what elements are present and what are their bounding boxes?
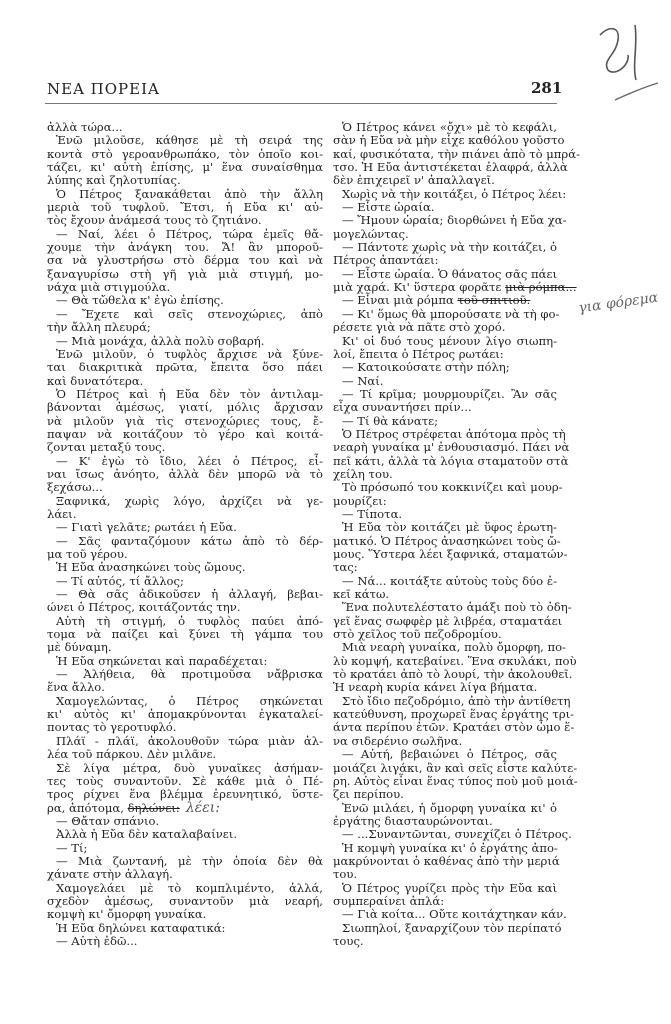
- header-rule: [45, 103, 557, 104]
- text-line: ξεχάσω...: [47, 480, 103, 495]
- text-line: Ἡ Εὔα τὸν κοιτάζει μὲ ὕφος ἐρωτη-: [342, 520, 557, 535]
- text-line: μουρίζει:: [333, 493, 387, 508]
- text-line: ἕνα ἄλλο.: [47, 680, 105, 695]
- text-line: στὸ χεῖλος τοῦ πεζοδρομίου.: [333, 627, 502, 642]
- text-line: — Ναί.: [342, 373, 384, 388]
- text-line: ζει περίπου.: [333, 787, 404, 802]
- text-line: πεῖ κάτι, ἀλλὰ τὰ λόγια σταματοῦν στὰ: [333, 453, 569, 468]
- right-column: [333, 120, 580, 948]
- text-line: — Γιατὶ γελᾶτε; ρωτάει ἡ Εὔα.: [56, 520, 237, 535]
- text-line: — Τί;: [56, 840, 88, 855]
- struck-text: μιὰ ρόμπα...: [505, 280, 577, 295]
- text-line: τες τοὺς συναντοῦν. Σὲ κάθε μιὰ ὁ Πέ-: [47, 773, 323, 788]
- text-line: Τὸ πρόσωπό του κοκκινίζει καὶ μουρ-: [342, 480, 563, 495]
- text-line: — Ἀλήθεια, θὰ προτιμοῦσα νἄβρισκα: [56, 667, 323, 682]
- text-line: του.: [333, 867, 358, 882]
- text-line: εἶχα συναντήσει πρίν...: [333, 400, 472, 415]
- text-line: Χωρὶς νὰ τὴν κοιτάξει, ὁ Πέτρος λέει:: [342, 186, 567, 201]
- text-line: κι' αὐτὸς κι' ἀπομακρύνονται ἐγκαταλεί-: [47, 707, 323, 722]
- text-line: λὺ κομψή, κατεβαίνει. Ἕνα σκυλάκι, ποὺ: [333, 653, 577, 668]
- text-line: Σιωπηλοί, ξαναρχίζουν τὸν περίπατό: [342, 920, 562, 935]
- text-line: Μιὰ νεαρὴ γυναίκα, πολὺ ὄμορφη, πο-: [342, 640, 567, 655]
- text-line: παψαν νὰ κοιτάζουν τὸ γέρο καὶ κοιτά-: [47, 426, 323, 441]
- text-line: Ἕνα πολυτελέστατο ἁμάξι ποὺ τὸ ὁδη-: [342, 600, 572, 615]
- text-line: γεῖ ἕνας σωφφὲρ μὲ λιβρέα, σταματάει: [333, 613, 563, 628]
- text-line: Χαμογελώντας, ὁ Πέτρος σηκώνεται: [56, 693, 323, 708]
- text-line: — Γιὰ κοίτα... Οὔτε κοιτάχτηκαν κάν.: [342, 907, 567, 922]
- text-line: ζονται μεταξύ τους.: [47, 440, 166, 455]
- text-line: ρέσετε γιὰ νὰ πᾶτε στὸ χορό.: [333, 320, 506, 335]
- text-line: τας:: [333, 560, 358, 575]
- text-line: λύπης καὶ ζηλοτυπίας.: [47, 173, 181, 188]
- text-line: τσο. Ἡ Εὔα ἀντιστέκεται ἐλαφρά, ἀλλὰ: [333, 160, 568, 175]
- text-line: Ἐνῶ μιλοῦσε, κάθησε μὲ τὴ σειρά της: [56, 133, 323, 148]
- left-column: [47, 121, 323, 948]
- text-line: — Τί θὰ κάνατε;: [342, 413, 439, 428]
- text-line: σα νὰ γλυστρήσω στὸ δέρμα του καὶ νὰ: [47, 253, 323, 268]
- text-line: σὰν ἡ Εὔα νὰ μὴν εἶχε καθόλου γοῦστο: [333, 133, 565, 148]
- text-line: μους. Ὕστερα λέει ξαφνικά, σταματών-: [333, 547, 568, 561]
- text-line: μογελώντας.: [333, 226, 409, 241]
- text-line: Ὁ Πέτρος ξανακάθεται ἀπὸ τὴν ἄλλη: [56, 186, 323, 201]
- text-line: ρη. Αὐτὸς εἶναι ἕνας τύπος ποὺ μοῦ μοιά-: [333, 773, 578, 788]
- text-line: — Αὐτή, βεβαιώνει ὁ Πέτρος, σᾶς: [342, 747, 557, 762]
- text-line: δὲν ἐπιχειρεῖ ν' ἀπαλλαγεῖ.: [333, 173, 495, 188]
- text-line: νεαρὴ γυναίκα μ' ἐνθουσιασμό. Πάει νὰ: [333, 440, 570, 455]
- text-line: — Τίποτα.: [342, 506, 403, 521]
- text-line: ἀλλὰ τώρα...: [47, 120, 123, 134]
- text-line: νὰ μιλοῦν γιὰ τὶς στενοχώριες τους, ἔ-: [47, 413, 323, 428]
- text-line: καί, φυσικότατα, τὴν πιάνει ἀπὸ τὸ μπρά-: [333, 146, 580, 161]
- text-line: — Ἔχετε καὶ σεῖς στενοχώριες, ἀπὸ: [56, 306, 323, 321]
- text-line: — Μιὰ ζωντανή, μὲ τὴν ὁποία δὲν θὰ: [56, 853, 323, 868]
- text-line: — Σᾶς φανταζόμουν κάτω ἀπὸ τὸ δέρ-: [56, 533, 323, 548]
- handwritten-correction: λέει:: [185, 799, 220, 816]
- text-line: Χαμογελάει μὲ τὸ κομπλιμέντο, ἀλλά,: [56, 880, 323, 895]
- text-line: μα τοῦ γέρου.: [47, 547, 128, 561]
- text-line: — Αὐτὴ ἐδῶ...: [56, 933, 138, 948]
- text-line: Ὁ Πέτρος στρέφεται ἀπότομα πρὸς τὴ: [342, 426, 566, 441]
- text-line: Στὸ ἴδιο πεζοδρόμιο, ἀπὸ τὴν ἀντίθετη: [342, 693, 571, 708]
- text-line: μὲ δύναμη.: [47, 640, 112, 655]
- text-line: ναι ἴσως ἀνόητο, ἀλλὰ δὲν μπορῶ νὰ τὸ: [47, 466, 323, 481]
- text-line: Ἡ Εὔα δηλώνει καταφατικά:: [56, 920, 226, 935]
- text-line: άντα περίπου ἐτῶν. Κρατάει στὸν ὦμο ἕ-: [333, 720, 575, 735]
- text-line: ώνει ὁ Πέτρος, κοιτάζοντάς την.: [47, 600, 241, 615]
- text-line: Ὁ Πέτρος καὶ ἡ Εὔα δὲν τὸν ἀντιλαμ-: [56, 386, 323, 401]
- text-line: — Κι' ὅμως θὰ μπορούσατε νὰ τὴ φο-: [342, 306, 560, 321]
- text-line: μακρύνονται ὁ καθένας ἀπὸ τὴν μεριά: [333, 853, 560, 868]
- text-line: ματικό. Ὁ Πέτρος ἀνασηκώνει τοὺς ὤ-: [333, 533, 561, 548]
- text-line: — Ναί, λέει ὁ Πέτρος, τώρα ἐμεῖς θἄ-: [56, 226, 323, 241]
- text-line: κατεύθυνση, προχωρεῖ ἕνας ἐργάτης τρι-: [333, 707, 575, 722]
- text-line: Κι' οἱ δυό τους μένουν λίγο σιωπη-: [342, 333, 557, 348]
- text-line: — Τί κρῖμα; μουρμουρίζει. Ἂν σᾶς: [342, 386, 557, 401]
- text-line: Ἡ Εὔα σηκώνεται καὶ παραδέχεται:: [56, 653, 268, 668]
- text-line: λάει.: [47, 506, 77, 521]
- text-line: Ἀλλὰ ἡ Εὔα δὲν καταλαβαίνει.: [56, 827, 238, 842]
- handwritten-scribble-mark: [590, 15, 660, 105]
- text-line: χείλη του.: [333, 466, 393, 481]
- text-line: — Θὰ σᾶς ἀδικοῦσεν ἡ ἀλλαγή, βεβαι-: [56, 587, 323, 602]
- text-line: λέα τοῦ πάρκου. Δὲν μιλᾶνε.: [47, 747, 217, 762]
- text-line: βάνονται ἀμέσως, γιατί, μόλις ἄρχισαν: [47, 400, 323, 415]
- text-line: Σὲ λίγα μέτρα, δυὸ γυναῖκες ἀσήμαν-: [56, 760, 323, 775]
- struck-text: δηλώνει:: [127, 800, 180, 815]
- text-line: καὶ δυνατότερα.: [47, 373, 144, 388]
- line-text: ρα, ἀπότομα,: [47, 800, 128, 815]
- text-line: κομψὴ κι' ὄμορφη γυναίκα.: [47, 907, 207, 922]
- text-line: τομα νὰ παίζει καὶ ξύνει τὴ γάμπα του: [47, 627, 323, 642]
- text-line: τὸ κρατάει ἀπὸ τὸ λουρί, τὴν ἀκολουθεῖ.: [333, 667, 573, 682]
- text-line: — Νά... κοιτάξτε αὐτοὺς τοὺς δύο ἐ-: [342, 573, 557, 588]
- text-line: ξαναγυρίσω στὴ γῆ γιὰ μιὰ στιγμή, μο-: [47, 266, 323, 281]
- text-line: ται διακριτικὰ πρῶτα, ἔπειτα ὅσο πάει: [47, 360, 323, 375]
- text-line: — Ἤμουν ὡραία; διορθώνει ἡ Εὔα χα-: [342, 213, 567, 228]
- text-line: Ἡ Εὔα ἀνασηκώνει τοὺς ὤμους.: [56, 560, 246, 575]
- text-line: χουμε τὴν ἀνάγκη του. Ἄ! ἂν μποροῦ-: [47, 240, 323, 255]
- text-line: Ἡ νεαρὴ κυρία κάνει λίγα βήματα.: [333, 680, 538, 695]
- text-line: μεριὰ τοῦ τυφλοῦ. Ἔτσι, ἡ Εὔα κι' αὐ-: [47, 200, 323, 215]
- text-line: Ὁ Πέτρος γυρίζει πρὸς τὴν Εὔα καὶ: [342, 880, 557, 895]
- text-line: — ...Συναντῶνται, συνεχίζει ὁ Πέτρος.: [342, 827, 572, 842]
- page-number: 281: [531, 79, 563, 97]
- text-line: Ἡ κομψὴ γυναίκα κι' ὁ ἐργάτης ἀπο-: [342, 840, 558, 855]
- struck-text: τοῦ σπιτιοῦ.: [457, 293, 531, 308]
- text-line: Ξαφνικά, χωρὶς λόγο, ἀρχίζει νὰ γε-: [56, 493, 323, 508]
- text-line: σχεδὸν ἀμέσως, συναντοῦν μιὰ νεαρή,: [47, 893, 323, 908]
- text-line: λοί, ἔπειτα ὁ Πέτρος ρωτάει:: [333, 346, 504, 361]
- running-head-title: ΝΕΑ ΠΟΡΕΙΑ: [47, 80, 160, 98]
- text-line: — Εἶστε ὡραία.: [342, 200, 435, 215]
- text-line: χάνατε στὴν ἀλλαγή.: [47, 867, 173, 882]
- text-line: Πέτρος ἀπαντάει:: [333, 253, 439, 268]
- text-line: Ἐνῶ μιλάει, ἡ ὄμορφη γυναίκα κι' ὁ: [342, 800, 557, 815]
- text-line: μοιάζει λιγάκι, ἂν καὶ σεῖς εἶστε καλύτε-: [333, 760, 578, 775]
- text-line: Ἐνῶ μιλοῦν, ὁ τυφλὸς ἄρχισε νὰ ξύνε-: [56, 346, 323, 361]
- text-line: [333, 294, 557, 307]
- handwritten-margin-note: για φόρεμα: [577, 289, 660, 317]
- text-line: — Θἄταν σπάνιο.: [56, 813, 160, 828]
- text-line: — Θὰ τὤθελα κ' ἐγὼ ἐπίσης.: [56, 293, 224, 308]
- line-text: μιὰ χαρά. Κι' ὕστερα φορᾶτε: [333, 280, 506, 295]
- text-line: νάχα μιὰ στιγμούλα.: [47, 280, 171, 295]
- text-line: — Πάντοτε χωρὶς νὰ τὴν κοιτάζει, ὁ: [342, 240, 557, 255]
- text-line: τους.: [333, 933, 364, 948]
- text-line: ποντας τὸ γεροτυφλό.: [47, 720, 177, 735]
- text-line: — Κ' ἐγὼ τὸ ἴδιο, λέει ὁ Πέτρος, εἶ-: [56, 453, 323, 468]
- text-line: τάζει, κι' αὐτὴ ἐπίσης, μ' ἕνα συναίσθημα: [47, 160, 323, 175]
- text-line: ἐργάτης διασταυρώνονται.: [333, 813, 493, 828]
- line-text: — Εἶναι μιὰ ρόμπα: [342, 293, 458, 308]
- text-line: — Μιὰ μονάχα, ἀλλὰ πολὺ σοβαρή.: [56, 333, 265, 348]
- text-line: Ὁ Πέτρος κάνει «ὄχι» μὲ τὸ κεφάλι,: [342, 120, 557, 134]
- text-line: Πλάϊ - πλάϊ, ἀκολουθοῦν τώρα μιὰν ἀλ-: [56, 733, 323, 748]
- text-line: κοντὰ στὸ γεροανθρωπάκο, τὸν ὁποῖο κοι-: [47, 146, 323, 161]
- text-line: συμπεραίνει ἁπλά:: [333, 893, 445, 908]
- text-line: κεῖ κάτω.: [333, 587, 390, 602]
- text-line: Αὐτὴ τὴ στιγμή, ὁ τυφλὸς παύει ἀπό-: [56, 613, 323, 628]
- text-line: τὸς ἔχουν ἀνάμεσά τους τὸ ζητιάνο.: [47, 213, 262, 228]
- text-line: τὴν ἄλλη πλευρά;: [47, 320, 151, 335]
- text-line: — Τί αὐτός, τί ἄλλος;: [56, 573, 184, 588]
- text-line: να σιδερένιο σωλῆνα.: [333, 733, 463, 748]
- text-line: [47, 799, 323, 816]
- text-line: — Εἶστε ὡραία. Ὁ θάνατος σᾶς πάει: [342, 266, 557, 281]
- text-line: τρος ρίχνει ἕνα βλέμμα ἐρευνητικό, ὕστε-: [47, 787, 323, 802]
- text-line: — Κατοικούσατε στὴν πόλη;: [342, 360, 510, 375]
